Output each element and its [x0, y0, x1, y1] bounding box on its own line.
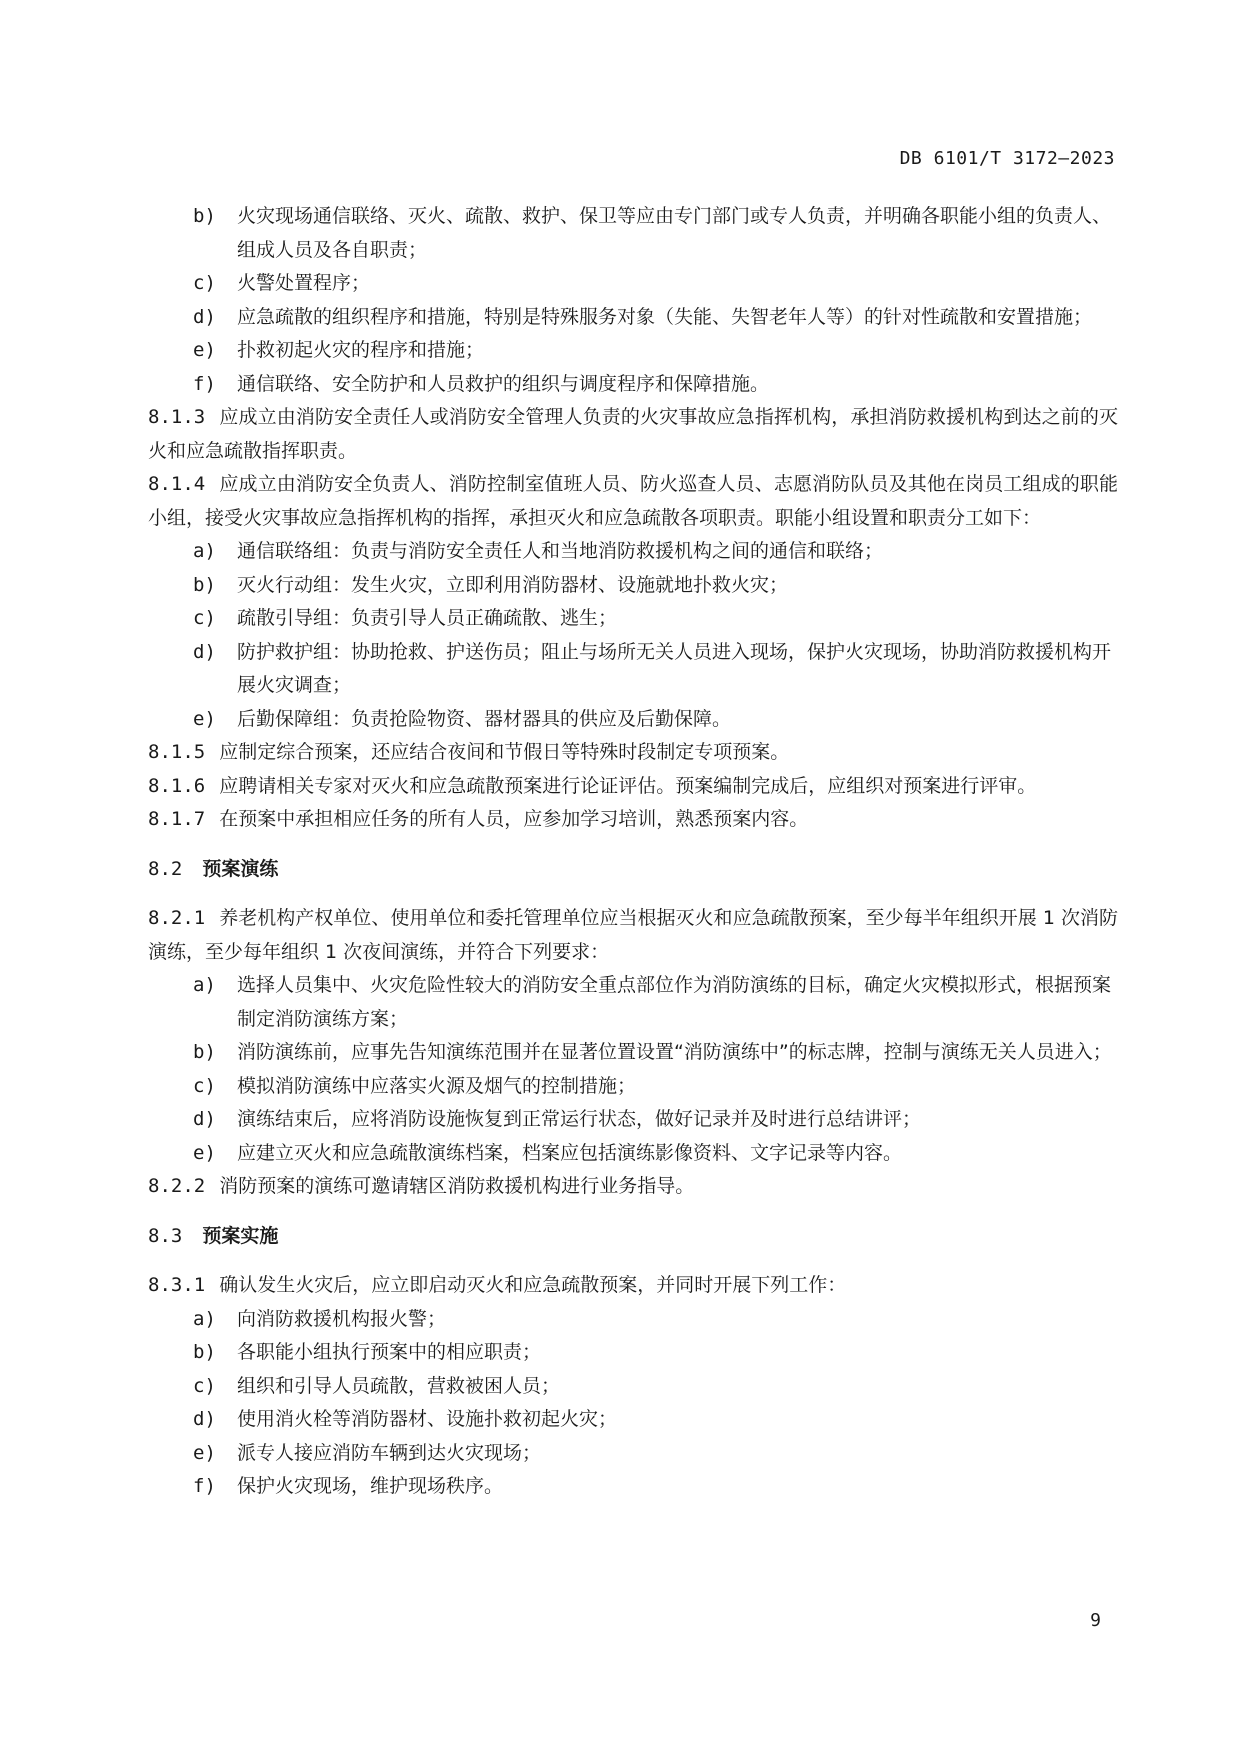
- document-body: [148, 200, 1118, 1504]
- list-item-c: [148, 1370, 1118, 1404]
- list-marker: b): [193, 1341, 216, 1363]
- list-item-e: [148, 334, 1118, 368]
- list-item-a: [148, 535, 1118, 569]
- clause-number: 8.1.7: [148, 808, 206, 830]
- list-item-b: [148, 1036, 1118, 1070]
- list-item-e: [148, 1137, 1118, 1171]
- list-text: 使用消火栓等消防器材、设施扑救初起火灾；: [237, 1408, 618, 1430]
- list-text: 派专人接应消防车辆到达火灾现场；: [237, 1441, 542, 1464]
- list-item-b: [148, 569, 1118, 603]
- list-marker: e): [193, 339, 216, 361]
- clause-number: 8.1.4: [148, 473, 206, 495]
- list-marker: b): [193, 205, 216, 227]
- list-item-c: [148, 602, 1118, 636]
- clause-number: 8.2.2: [148, 1175, 206, 1197]
- list-marker: c): [193, 1374, 216, 1397]
- clause-8-3-1: [148, 1269, 1118, 1303]
- section-title: 预案实施: [202, 1224, 279, 1247]
- list-text: 应急疏散的组织程序和措施，特别是特殊服务对象（失能、失智老年人等）的针对性疏散和安置措施；: [237, 305, 1093, 328]
- list-item-d: [148, 1403, 1118, 1437]
- section-heading-8-2: [148, 853, 1118, 887]
- list-item-b: [148, 200, 1118, 267]
- list-item-e: [148, 703, 1118, 737]
- list-item-f: [148, 368, 1118, 402]
- list-marker: b): [193, 573, 216, 596]
- list-text: 组织和引导人员疏散，营救被困人员；: [237, 1374, 561, 1397]
- section-number: 8.3: [148, 1224, 183, 1247]
- list-marker: e): [193, 1441, 216, 1464]
- list-marker: f): [193, 1475, 216, 1497]
- list-item-c: [148, 1070, 1118, 1104]
- list-marker: a): [193, 1307, 216, 1330]
- list-marker: e): [193, 1141, 216, 1164]
- list-marker: d): [193, 640, 216, 663]
- list-item-a: [148, 969, 1118, 1036]
- list-item-b: [148, 1336, 1118, 1370]
- clause-text: 确认发生火灾后，应立即启动灭火和应急疏散预案，并同时开展下列工作：: [219, 1274, 847, 1296]
- clause-number: 8.1.5: [148, 741, 206, 763]
- clause-text: 养老机构产权单位、使用单位和委托管理单位应当根据灭火和应急疏散预案，至少每半年组织开展 1 次消防演练，至少每年组织 1 次夜间演练，并符合下列要求：: [148, 907, 1118, 963]
- document-code: DB 6101/T 3172—2023: [899, 148, 1115, 169]
- clause-text: 应聘请相关专家对灭火和应急疏散预案进行论证评估。预案编制完成后，应组织对预案进行评审。: [219, 774, 1037, 797]
- list-text: 向消防救援机构报火警；: [237, 1307, 447, 1330]
- clause-8-1-5: [148, 736, 1118, 770]
- list-marker: e): [193, 707, 216, 730]
- list-text: 防护救护组：协助抢救、护送伤员；阻止与场所无关人员进入现场，保护火灾现场，协助消防救援机构开展火灾调查；: [237, 640, 1112, 696]
- clause-8-1-4: [148, 468, 1118, 535]
- list-item-a: [148, 1303, 1118, 1337]
- list-text: 各职能小组执行预案中的相应职责；: [237, 1341, 542, 1363]
- clause-number: 8.1.6: [148, 774, 206, 797]
- list-text: 消防演练前，应事先告知演练范围并在显著位置设置“消防演练中”的标志牌，控制与演练无关人员进入；: [237, 1041, 1112, 1063]
- list-item-d: [148, 636, 1118, 703]
- list-item-d: [148, 1103, 1118, 1137]
- page-number: 9: [1090, 1610, 1101, 1631]
- clause-number: 8.3.1: [148, 1274, 206, 1296]
- clause-8-2-2: [148, 1170, 1118, 1204]
- list-marker: c): [193, 607, 216, 629]
- list-text: 模拟消防演练中应落实火源及烟气的控制措施；: [237, 1074, 637, 1097]
- list-text: 火警处置程序；: [237, 272, 371, 294]
- list-marker: c): [193, 272, 216, 294]
- list-text: 通信联络、安全防护和人员救护的组织与调度程序和保障措施。: [237, 372, 770, 395]
- list-text: 灭火行动组：发生火灾，立即利用消防器材、设施就地扑救火灾；: [237, 573, 789, 596]
- list-text: 应建立灭火和应急疏散演练档案，档案应包括演练影像资料、文字记录等内容。: [237, 1141, 903, 1164]
- list-text: 选择人员集中、火灾危险性较大的消防安全重点部位作为消防演练的目标，确定火灾模拟形式，根据预案制定消防演练方案；: [237, 974, 1112, 1030]
- list-text: 后勤保障组：负责抢险物资、器材器具的供应及后勤保障。: [237, 707, 732, 730]
- list-marker: a): [193, 974, 216, 996]
- list-text: 通信联络组：负责与消防安全责任人和当地消防救援机构之间的通信和联络；: [237, 540, 884, 562]
- list-text: 火灾现场通信联络、灭火、疏散、救护、保卫等应由专门部门或专人负责，并明确各职能小组的负责人、组成人员及各自职责；: [237, 205, 1112, 261]
- clause-text: 在预案中承担相应任务的所有人员，应参加学习培训，熟悉预案内容。: [219, 808, 809, 830]
- list-marker: d): [193, 1108, 216, 1130]
- list-text: 演练结束后，应将消防设施恢复到正常运行状态，做好记录并及时进行总结讲评；: [237, 1108, 922, 1130]
- list-marker: b): [193, 1041, 216, 1063]
- clause-text: 应成立由消防安全负责人、消防控制室值班人员、防火巡查人员、志愿消防队员及其他在岗员工组成的职能小组，接受火灾事故应急指挥机构的指挥，承担灭火和应急疏散各项职责。职能小组设置和职责分工如下：: [148, 473, 1118, 529]
- list-marker: d): [193, 305, 216, 328]
- list-text: 疏散引导组：负责引导人员正确疏散、逃生；: [237, 607, 618, 629]
- list-marker: a): [193, 540, 216, 562]
- clause-text: 消防预案的演练可邀请辖区消防救援机构进行业务指导。: [219, 1175, 695, 1197]
- list-marker: c): [193, 1074, 216, 1097]
- clause-number: 8.1.3: [148, 406, 206, 428]
- clause-8-1-3: [148, 401, 1118, 468]
- list-item-c: [148, 267, 1118, 301]
- list-item-d: [148, 301, 1118, 335]
- list-text: 扑救初起火灾的程序和措施；: [237, 339, 485, 361]
- clause-number: 8.2.1: [148, 907, 206, 929]
- clause-8-1-7: [148, 803, 1118, 837]
- list-marker: d): [193, 1408, 216, 1430]
- section-heading-8-3: [148, 1220, 1118, 1254]
- clause-8-1-6: [148, 770, 1118, 804]
- section-title: 预案演练: [202, 857, 279, 880]
- clause-text: 应制定综合预案，还应结合夜间和节假日等特殊时段制定专项预案。: [219, 741, 790, 763]
- list-marker: f): [193, 372, 216, 395]
- clause-text: 应成立由消防安全责任人或消防安全管理人负责的火灾事故应急指挥机构，承担消防救援机构到达之前的灭火和应急疏散指挥职责。: [148, 406, 1118, 462]
- list-item-f: [148, 1470, 1118, 1504]
- list-item-e: [148, 1437, 1118, 1471]
- section-number: 8.2: [148, 857, 183, 880]
- clause-8-2-1: [148, 902, 1118, 969]
- list-text: 保护火灾现场，维护现场秩序。: [237, 1475, 504, 1497]
